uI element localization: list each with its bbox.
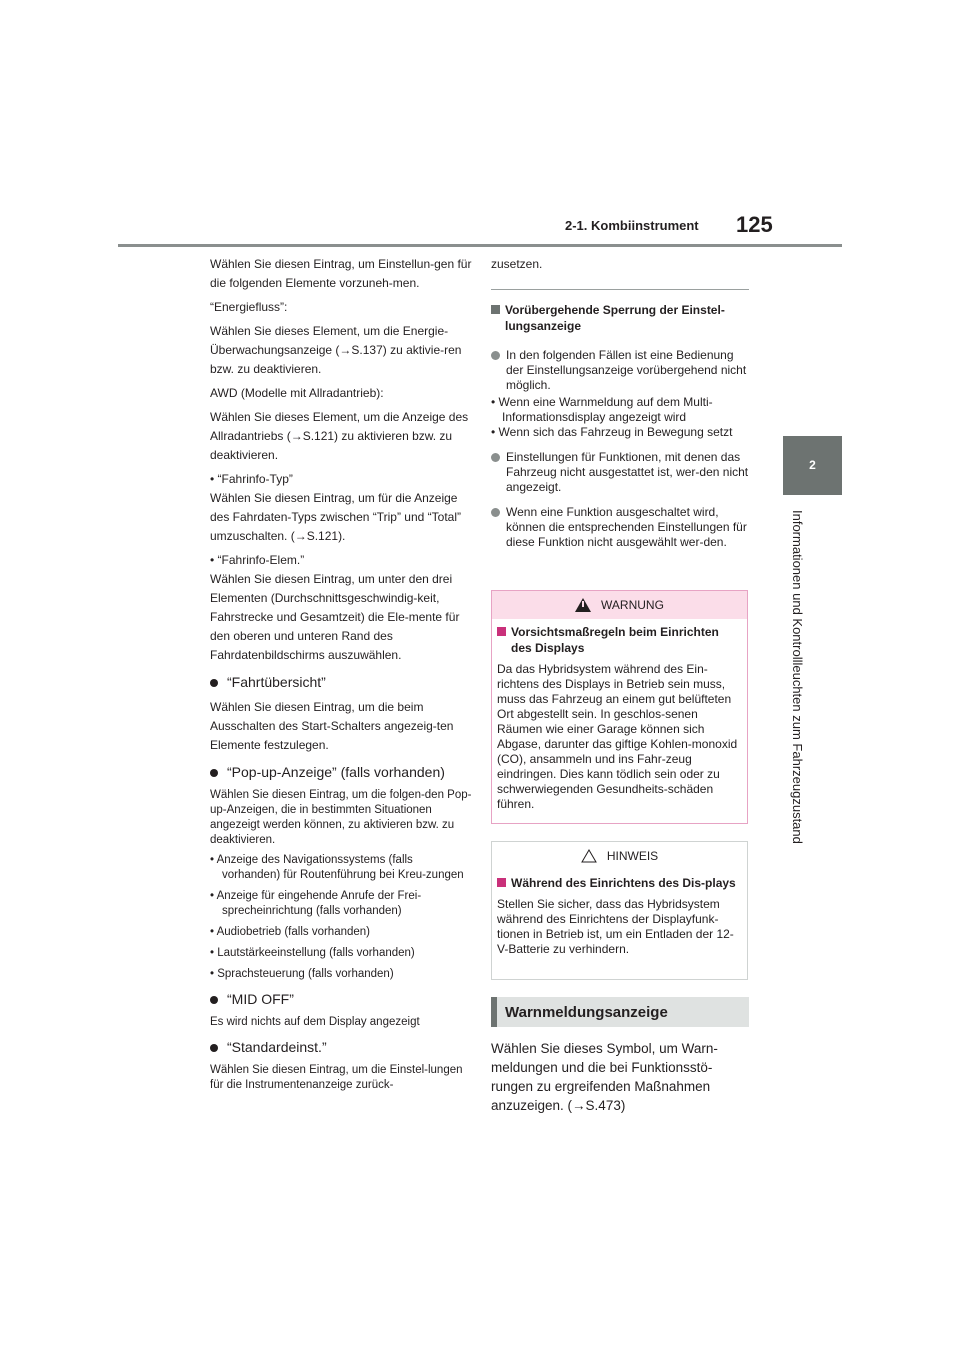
paragraph: Es wird nichts auf dem Display angezeigt — [210, 1016, 420, 1028]
list-item: • Wenn eine Warnmeldung auf dem Multi-Informationsdisplay angezeigt wird — [491, 395, 713, 424]
circle-bullet-icon — [491, 351, 500, 360]
paragraph: Wählen Sie diesen Eintrag, um die beim Ausschalten des Start-Schalters angezeig-ten Elemente festzulegen. — [210, 700, 454, 752]
paragraph: Wählen Sie diesen Eintrag, um die Einstel-lungen für die Instrumentenanzeige zurück- — [210, 1064, 463, 1091]
list-item: • Wenn sich das Fahrzeug in Bewegung setzt — [491, 425, 733, 439]
bullet-text: Wählen Sie diesen Eintrag, um für die Anzeige des Fahrdaten-Typs zwischen “Trip” und “Total” umzuschalten. (→S.121). — [210, 491, 461, 543]
chapter-number: 2 — [809, 458, 816, 472]
paragraph: Wählen Sie diesen Eintrag, um Einstellun-gen für die folgenden Elemente vorzuneh-men. — [210, 257, 472, 290]
bullet-dot-icon — [210, 769, 218, 777]
page-number: 125 — [736, 212, 773, 237]
banner-title: Warnmeldungsanzeige — [505, 1003, 668, 1021]
list-item: • Sprachsteuerung (falls vorhanden) — [210, 968, 394, 980]
divider — [491, 289, 749, 290]
paragraph: AWD (Modelle mit Allradantrieb): — [210, 386, 384, 400]
warning-label: WARNUNG — [601, 598, 664, 612]
circle-bullet-icon — [491, 453, 500, 462]
square-bullet-icon — [497, 627, 506, 636]
item-heading: “MID OFF” — [210, 990, 472, 1009]
section-heading: Vorübergehende Sperrung der Einstel-lungsanzeige — [491, 302, 749, 334]
paragraph: “Energiefluss”: — [210, 300, 288, 314]
section-title: 2-1. Kombiinstrument — [565, 218, 699, 233]
caution-triangle-icon — [581, 849, 597, 863]
note-label: HINWEIS — [606, 849, 659, 863]
bullet-dot-icon — [210, 996, 218, 1004]
paragraph: Wählen Sie diesen Eintrag, um die folgen-den Pop-up-Anzeigen, die in bestimmten Situationen angezeigt werden können, zu aktivieren bzw. zu deaktivieren. — [210, 789, 472, 846]
banner-accent — [491, 997, 497, 1027]
paragraph: Wählen Sie dieses Element, um die Anzeige des Allradantriebs (→S.121) zu aktivieren bzw. zu deaktivieren. — [210, 410, 469, 462]
left-column — [210, 255, 472, 1098]
note-header — [492, 842, 747, 870]
list-item: • Audiobetrieb (falls vorhanden) — [210, 926, 371, 938]
bullet-dot-icon — [210, 1044, 218, 1052]
warning-header — [492, 591, 747, 619]
list-item: Einstellungen für Funktionen, mit denen das Fahrzeug nicht ausgestattet ist, wer-den nicht angezeigt. — [491, 450, 749, 495]
bullet-dot-icon — [210, 679, 218, 687]
chapter-tab[interactable] — [783, 436, 842, 495]
bullet-text: Wählen Sie diesen Eintrag, um unter den drei Elementen (Durchschnittsgeschwindig-keit, Fahrstrecke und Gesamtzeit) die Ele-mente für den oberen und unteren Rand des Fahrdatenbildschirms auszuwählen. — [210, 572, 460, 662]
list-item: • Lautstärkeeinstellung (falls vorhanden) — [210, 947, 415, 959]
section-banner — [491, 997, 749, 1027]
warning-triangle-icon — [575, 598, 591, 612]
square-bullet-icon — [497, 878, 506, 887]
item-heading: “Pop-up-Anzeige” (falls vorhanden) — [210, 763, 472, 782]
item-heading: “Standardeinst.” — [210, 1038, 472, 1057]
warning-text: Da das Hybridsystem während des Ein-richtens des Displays in Betrieb sein muss, muss das Fahrzeug an einem gut belüfteten Ort abgestellt sein. In geschlos-senen Räumen wie einer Garage können sich Abgase, darunter das giftige Kohlen-monoxid (CO), ansammeln und ins Fahr-zeug eindringen. Dies kann tödlich sein oder zu schwerwiegenden Gesundheits-schäden führen. — [497, 662, 738, 811]
warning-heading: Vorsichtsmaßregeln beim Einrichten des Displays — [497, 624, 742, 656]
bullet-title: • “Fahrinfo-Typ” — [210, 472, 293, 486]
chapter-label: Informationen und Kontrollleuchten zum Fahrzeugzustand — [790, 510, 805, 844]
paragraph: zusetzen. — [491, 257, 543, 271]
list-item: In den folgenden Fällen ist eine Bedienung der Einstellungsanzeige vorübergehend nicht möglich. — [491, 348, 749, 393]
right-column — [491, 255, 749, 560]
list-item: • Anzeige für eingehende Anrufe der Frei-sprecheinrichtung (falls vorhanden) — [210, 890, 422, 917]
note-text: Stellen Sie sicher, dass das Hybridsystem während des Einrichtens der Displayfunk-tionen in Betrieb ist, um ein Entladen der 12-V-Batterie zu verhindern. — [497, 897, 734, 956]
paragraph: Wählen Sie dieses Symbol, um Warn-meldungen und die bei Funktionsstö-rungen zu ergreifenden Maßnahmen anzuzeigen. (→S.473) — [491, 1041, 718, 1113]
note-box — [491, 841, 748, 980]
header-divider — [118, 244, 842, 247]
square-bullet-icon — [491, 305, 500, 314]
item-heading: “Fahrtübersicht” — [210, 673, 472, 692]
bullet-title: • “Fahrinfo-Elem.” — [210, 553, 305, 567]
circle-bullet-icon — [491, 508, 500, 517]
list-item: Wenn eine Funktion ausgeschaltet wird, können die entsprechenden Einstellungen für diese Funktion nicht ausgewählt wer-den. — [491, 505, 749, 550]
list-item: • Anzeige des Navigationssystems (falls vorhanden) für Routenführung bei Kreu-zungen — [210, 854, 464, 881]
warning-box — [491, 590, 748, 824]
paragraph: Wählen Sie dieses Element, um die Energie-Überwachungsanzeige (→S.137) zu aktivie-ren bzw. zu deaktivieren. — [210, 324, 462, 376]
note-heading: Während des Einrichtens des Dis-plays — [497, 875, 742, 891]
